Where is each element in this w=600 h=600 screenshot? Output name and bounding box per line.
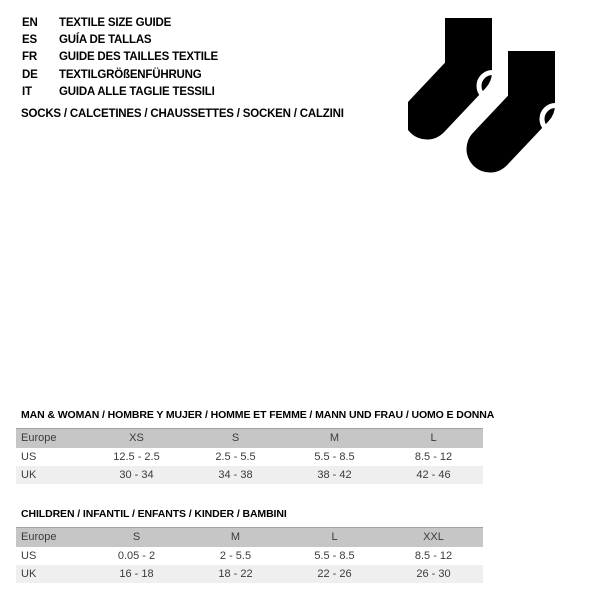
socks-icon [408, 12, 574, 184]
size-table-man-woman [16, 428, 483, 484]
table-header-row [16, 528, 483, 547]
language-label: GUIDE DES TAILLES TEXTILE [59, 51, 218, 64]
language-code: DE [22, 68, 38, 81]
column-header: Europe [16, 528, 87, 547]
language-code: ES [22, 33, 37, 46]
table-cell: 16 - 18 [87, 565, 186, 583]
table-cell: 30 - 34 [87, 466, 186, 484]
language-label: TEXTILGRÖßENFÜHRUNG [59, 68, 202, 81]
column-header: S [186, 429, 285, 448]
table-cell: 22 - 26 [285, 565, 384, 583]
table-row-us [16, 448, 483, 466]
language-label: GUÍA DE TALLAS [59, 33, 152, 46]
table-title-man-woman: MAN & WOMAN / HOMBRE Y MUJER / HOMME ET FEMME / MANN UND FRAU / UOMO E DONNA [21, 409, 495, 421]
language-row-it [22, 83, 218, 100]
table-cell: 5.5 - 8.5 [314, 450, 355, 463]
language-row-en [22, 14, 218, 31]
table-cell: UK [16, 565, 87, 583]
table-cell: 18 - 22 [186, 565, 285, 583]
table-header-row [16, 429, 483, 448]
table-cell: 42 - 46 [384, 466, 483, 484]
column-header: M [285, 429, 384, 448]
category-title: SOCKS / CALCETINES / CHAUSSETTES / SOCKEN / CALZINI [21, 108, 344, 120]
table-cell: 38 - 42 [285, 466, 384, 484]
table-cell: 26 - 30 [384, 565, 483, 583]
table-title-children: CHILDREN / INFANTIL / ENFANTS / KINDER / BAMBINI [21, 508, 287, 520]
column-header: L [285, 528, 384, 547]
table-cell: US [21, 450, 37, 463]
column-header: XXL [384, 528, 483, 547]
table-cell: 2 - 5.5 [219, 549, 252, 562]
table-cell: 8.5 - 12 [414, 450, 453, 463]
language-code: FR [22, 51, 37, 64]
table-cell: 2.5 - 5.5 [215, 450, 256, 463]
sock-shape [490, 51, 569, 149]
table-cell: 12.5 - 2.5 [113, 450, 160, 463]
column-header: S [87, 528, 186, 547]
table-row-uk [16, 466, 483, 484]
language-row-fr [22, 49, 218, 66]
language-row-es [22, 31, 218, 48]
table-row-uk [16, 565, 483, 583]
language-label: TEXTILE SIZE GUIDE [59, 16, 172, 29]
language-list [22, 14, 218, 100]
language-code: IT [22, 85, 32, 98]
table-cell: 5.5 - 8.5 [314, 549, 355, 562]
column-header: L [384, 429, 483, 448]
table-cell: 34 - 38 [186, 466, 285, 484]
sock-shape [427, 18, 506, 116]
column-header: M [186, 528, 285, 547]
size-table-children [16, 527, 483, 583]
language-label: GUIDA ALLE TAGLIE TESSILI [59, 85, 215, 98]
column-header: Europe [16, 429, 87, 448]
table-cell: 8.5 - 12 [414, 549, 453, 562]
language-row-de [22, 66, 218, 83]
column-header: XS [87, 429, 186, 448]
table-cell: US [21, 549, 37, 562]
language-code: EN [22, 16, 38, 29]
table-cell: UK [16, 466, 87, 484]
table-row-us [16, 547, 483, 565]
table-cell: 0.05 - 2 [117, 549, 156, 562]
